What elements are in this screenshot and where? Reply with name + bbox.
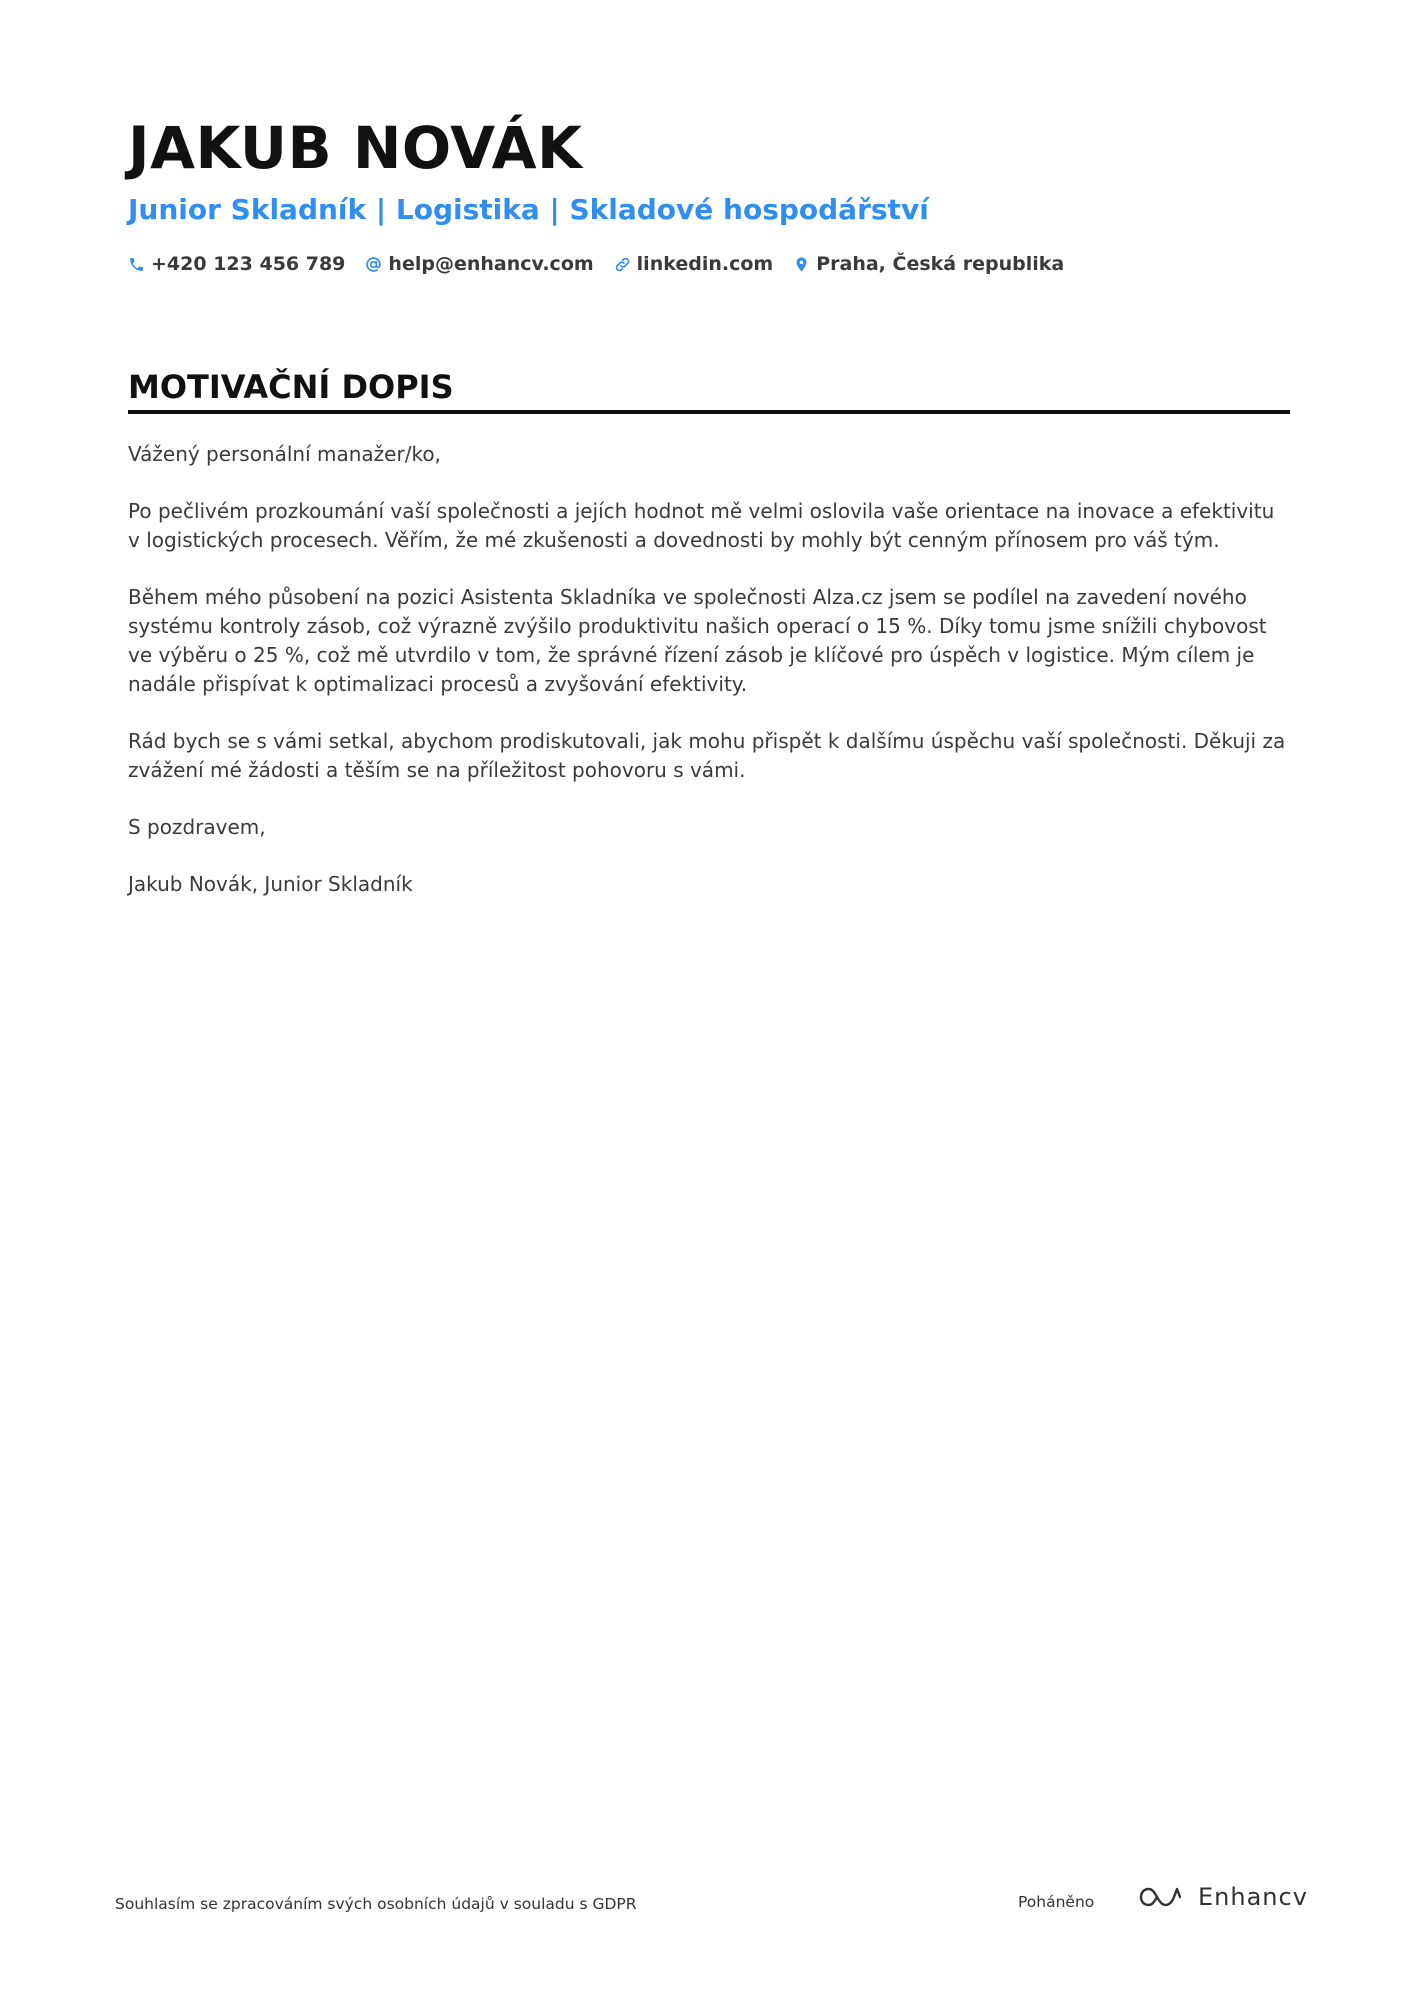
candidate-headline: Junior Skladník | Logistika | Skladové hospodářství xyxy=(128,193,929,226)
section-divider xyxy=(128,410,1290,414)
letter-paragraph: Během mého působení na pozici Asistenta Skladníka ve společnosti Alza.cz jsem se podílel na zavedení nového systému kontroly zásob, což výrazně zvýšilo produktivitu našich operací o 15 %. Díky tomu jsme snížili chybovost ve výběru o 25 %, což mě utvrdilo v tom, že správné řízení zásob je klíčové pro úspěch v logistice. Mým cílem je nadále přispívat k optimalizaci procesů a zvyšování efektivity. xyxy=(128,585,1267,696)
contact-phone[interactable] xyxy=(128,253,345,275)
email-text: help@enhancv.com xyxy=(388,253,594,275)
letter-salutation: Vážený personální manažer/ko, xyxy=(128,442,441,466)
location-text: Praha, Česká republika xyxy=(816,253,1065,275)
phone-icon xyxy=(128,256,145,273)
contact-location xyxy=(793,253,1064,275)
letter-paragraph: Po pečlivém prozkoumání vaší společnosti a jejích hodnot mě velmi oslovila vaše orientace na inovace a efektivitu v logistických procesech. Věřím, že mé zkušenosti a dovednosti by mohly být cenným přínosem pro váš tým. xyxy=(128,499,1275,552)
at-icon xyxy=(365,256,382,273)
letter-paragraph: Rád bych se s vámi setkal, abychom prodiskutovali, jak mohu přispět k dalšímu úspěchu vaší společnosti. Děkuji za zvážení mé žádosti a těším se na příležitost pohovoru s vámi. xyxy=(128,729,1286,782)
brand-name: Enhancv xyxy=(1198,1883,1308,1911)
letter-closing: S pozdravem, xyxy=(128,815,266,839)
contact-email[interactable] xyxy=(365,253,593,275)
gdpr-note: Souhlasím se zpracováním svých osobních údajů v souladu s GDPR xyxy=(115,1895,637,1913)
location-pin-icon xyxy=(793,256,810,273)
letter-body xyxy=(128,440,1290,927)
contact-linkedin[interactable] xyxy=(614,253,774,275)
enhancv-logo-icon xyxy=(1138,1884,1184,1910)
enhancv-brand[interactable] xyxy=(1138,1883,1308,1911)
linkedin-text: linkedin.com xyxy=(636,253,774,275)
phone-text: +420 123 456 789 xyxy=(151,253,346,275)
powered-by-label: Poháněno xyxy=(1018,1893,1095,1911)
contact-bar xyxy=(128,253,1084,275)
link-icon xyxy=(614,256,631,273)
letter-signature: Jakub Novák, Junior Skladník xyxy=(128,872,413,896)
section-title: MOTIVAČNÍ DOPIS xyxy=(128,368,454,406)
candidate-name: JAKUB NOVÁK xyxy=(128,114,583,182)
